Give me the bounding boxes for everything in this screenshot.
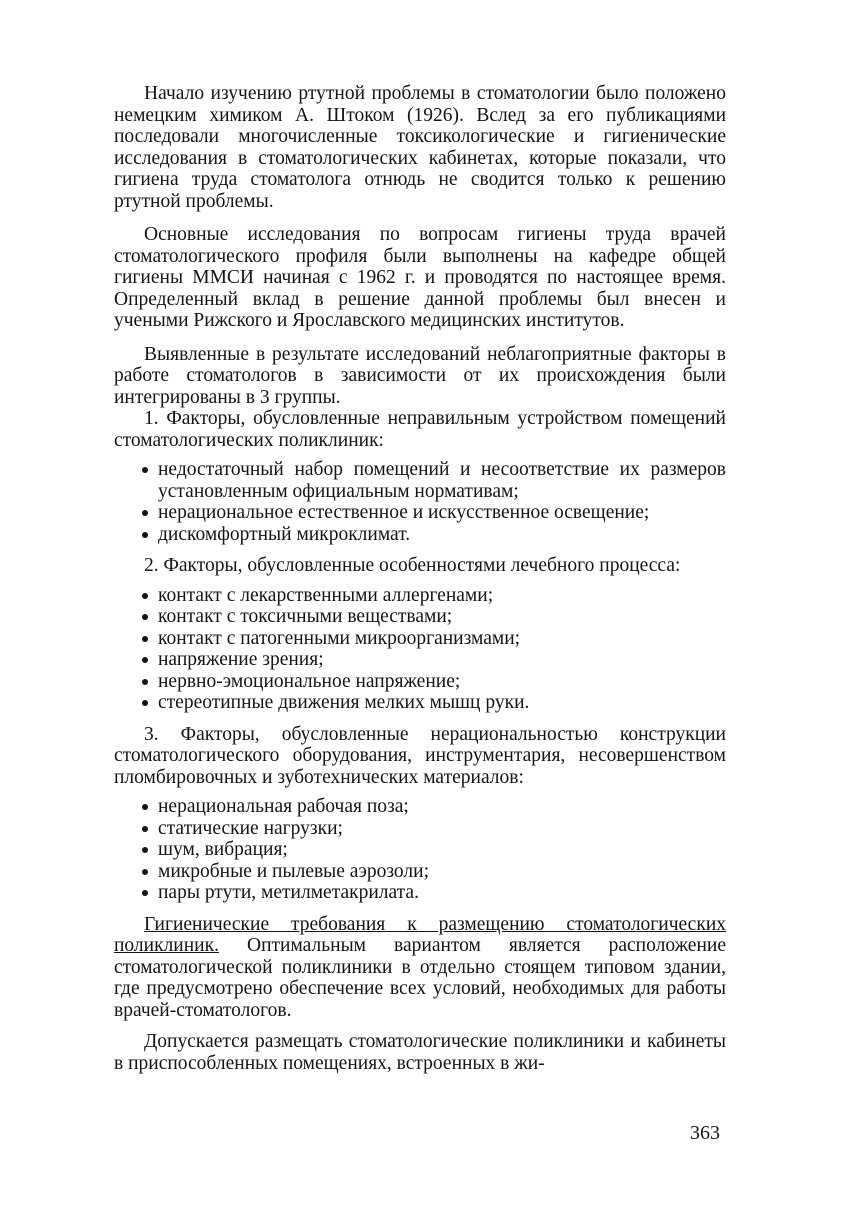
group-2-heading: 2. Факторы, обусловленные особенностями лечебного процесса: bbox=[144, 555, 681, 576]
paragraph-placement bbox=[114, 914, 726, 1022]
group-1-heading: 1. Факторы, обусловленные неправильным устройством помещений стоматологических поликлиник: bbox=[114, 408, 726, 451]
page-number: 363 bbox=[690, 1122, 720, 1144]
list-item: контакт с патогенными микроорганизмами; bbox=[138, 628, 726, 650]
list-item: пары ртути, метилметакрилата. bbox=[138, 882, 726, 904]
list-item: дискомфортный микроклимат. bbox=[138, 524, 726, 546]
group-2-list bbox=[114, 585, 726, 714]
list-item: микробные и пылевые аэрозоли; bbox=[138, 861, 726, 883]
list-item: контакт с лекарственными аллергенами; bbox=[138, 585, 726, 607]
list-item: контакт с токсичными веществами; bbox=[138, 606, 726, 628]
list-item: статические нагрузки; bbox=[138, 818, 726, 840]
list-item: нерациональная рабочая поза; bbox=[138, 796, 726, 818]
paragraph-factor-groups: Выявленные в результате исследований неблагоприятные факторы в работе стоматологов в зависимости от их происхождения были интегрированы в 3 группы. bbox=[114, 343, 726, 408]
group-3-list bbox=[114, 796, 726, 904]
paragraph-research: Основные исследования по вопросам гигиены труда врачей стоматологического профиля были выполнены на кафедре общей гигиены ММСИ начиная с 1962 г. и проводятся по настоящее время. Определенный вклад в решение данной проблемы был внесен и учеными Рижского и Ярославского медицинских институтов. bbox=[114, 224, 726, 331]
list-item: шум, вибрация; bbox=[138, 839, 726, 861]
list-item: нерациональное естественное и искусственное освещение; bbox=[138, 502, 726, 524]
paragraph-mercury-history: Начало изучению ртутной проблемы в стоматологии было положено немецким химиком А. Штоком (1926). Вслед за его публикациями последовали многочисленные токсикологические и гигиенические исследования в стоматологических кабинетах, которые показали, что гигиена труда стоматолога отнюдь не сводится только к решению ртутной проблемы. bbox=[114, 83, 726, 212]
group-1-list bbox=[114, 459, 726, 545]
paragraph-adapted-premises: Допускается размещать стоматологические поликлиники и кабинеты в приспособленных помещениях, встроенных в жи- bbox=[114, 1031, 726, 1074]
list-item: недостаточный набор помещений и несоответствие их размеров установленным официальным нормативам; bbox=[138, 459, 726, 502]
placement-text: Оптимальным вариантом является расположение стоматологической поликлиники в отдельно стоящем типовом здании, где предусмотрено обеспечение всех условий, необходимых для работы врачей-стоматологов. bbox=[114, 935, 726, 1021]
list-item: нервно-эмоциональное напряжение; bbox=[138, 671, 726, 693]
list-item: стереотипные движения мелких мышц руки. bbox=[138, 692, 726, 714]
list-item: напряжение зрения; bbox=[138, 649, 726, 671]
section-heading-underlined: Гигиенические требования к размещению стоматологических поликлиник. bbox=[114, 913, 726, 956]
group-3-heading: 3. Факторы, обусловленные нерациональностью конструкции стоматологического оборудования, инструментария, несовершенством пломбировочных и зуботехнических материалов: bbox=[114, 723, 726, 788]
page-body bbox=[114, 83, 726, 1074]
